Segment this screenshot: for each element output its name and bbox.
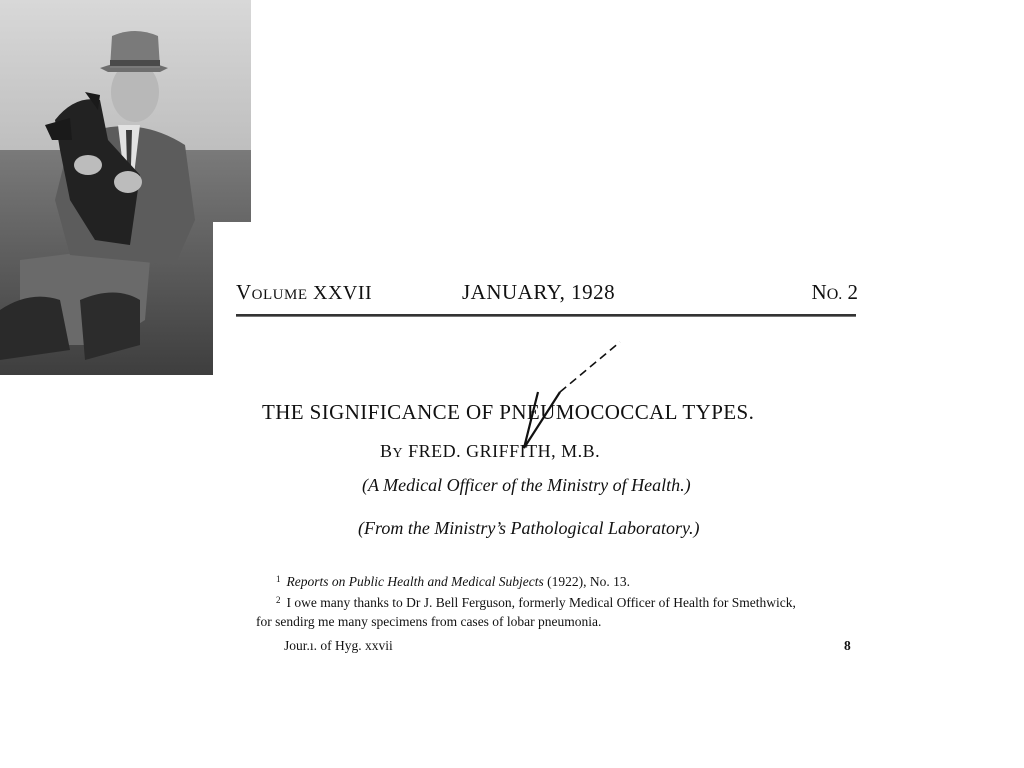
issue-number: NO. 2 (811, 280, 858, 304)
portrait-photo (0, 0, 251, 375)
author-affiliation: (A Medical Officer of the Ministry of Health.) (362, 475, 691, 495)
author-name: FRED. GRIFFITH, M.B. (408, 441, 601, 461)
journal-citation: Jour.ı. of Hyg. xxvii (284, 638, 393, 653)
footnote-2-continuation: for sendirg me many specimens from cases of lobar pneumonia. (256, 614, 602, 629)
article-byline: BY FRED. GRIFFITH, M.B. (380, 441, 601, 461)
volume-label: VOLUME XXVII (236, 280, 373, 304)
issue-date: JANUARY, 1928 (462, 280, 616, 304)
portrait-photo-drawing (0, 0, 251, 375)
laboratory-line: (From the Ministry’s Pathological Laboratory.) (358, 518, 700, 538)
header-rule (236, 314, 856, 317)
article-title: THE SIGNIFICANCE OF PNEUMOCOCCAL TYPES. (262, 400, 755, 424)
page-number: 8 (844, 638, 851, 653)
journal-header (236, 280, 858, 310)
footnote-1: $^1$ Reports on Public Health and Medical Subjects (1922), No. 13. (276, 574, 630, 589)
footnote-2: $^2$ I owe many thanks to Dr J. Bell Ferguson, formerly Medical Officer of Health for Smethwick, (276, 595, 796, 610)
